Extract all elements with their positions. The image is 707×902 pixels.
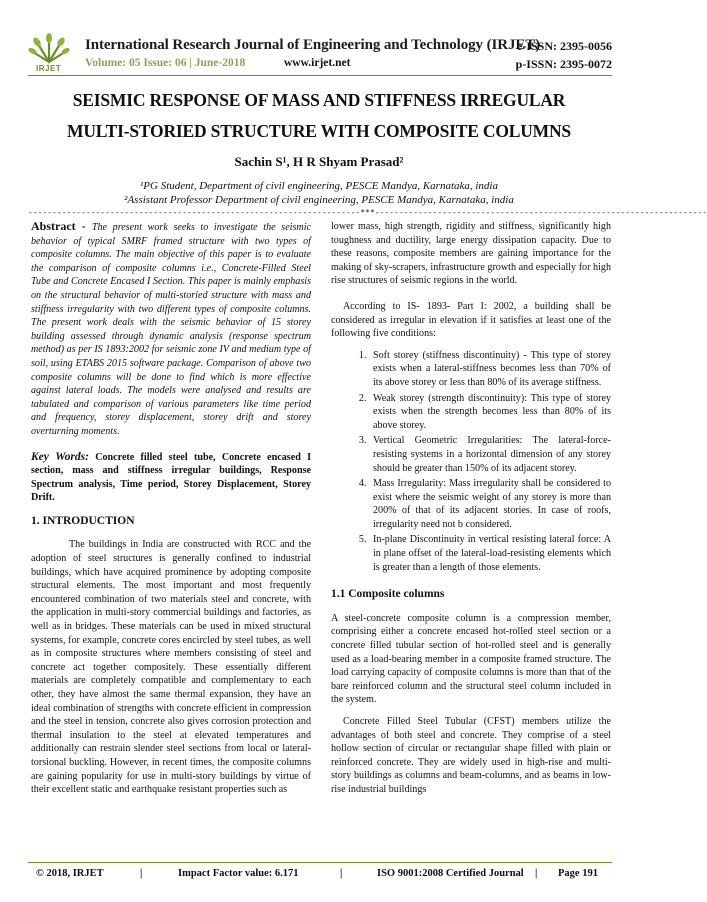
e-issn: e-ISSN: 2395-0056 [517, 39, 612, 53]
journal-title: International Research Journal of Engineering and Technology (IRJET) [85, 37, 541, 53]
footer-copyright: © 2018, IRJET [36, 868, 104, 879]
affiliation-2: ²Assistant Professor Department of civil engineering, PESCE Mandya, Karnataka, india [124, 194, 514, 206]
section-separator: ---------------------------------------------------------------------***--------------------------------------------------------------------- [28, 208, 707, 217]
footer-impact-factor: Impact Factor value: 6.171 [178, 868, 299, 879]
p-issn: p-ISSN: 2395-0072 [515, 57, 612, 71]
abstract-text: The present work seeks to investigate the seismic behavior of typical SMRF framed structure with two types of composite columns. The main objective of this paper is to evaluate the comparison of composite columns i.e., Concrete-Filled Steel Tube and Concrete Encased I Section. This paper is mainly emphasis on the structural behavior of multi-storied structure with mass and stiffness irregularity with two different types of composite columns. The present work deals with the seismic behavior of 15 storey building assessed through dynamic analysis (response spectrum method) as per IS 1893:2002 for seismic zone IV and medium type of soil, using ETABS 2015 software package. Comparison of above two composite columns will be done to find which is more effective against lateral loads. The models were analysed and results are tabulated and comparison of various parameters like time period and frequency, storey displacement, storey drift and storey overturning moments. [31, 222, 311, 437]
journal-website-link[interactable]: www.irjet.net [284, 57, 351, 69]
list-item: 3. Vertical Geometric Irregularities: The lateral-force-resisting systems in a horizontal dimension of any storey should be greater than 150% of its adjacent storey. [369, 434, 611, 475]
keywords-text: Concrete filled steel tube, Concrete encased I section, mass and stiffness irregular buildings, Response Spectrum analysis, Time period, Storey Displacement, Storey Drift. [31, 451, 311, 504]
authors: Sachin S¹, H R Shyam Prasad² [234, 154, 404, 169]
footer-page-number: Page 191 [558, 868, 598, 879]
right-paragraph-3: A steel-concrete composite column is a compression member, comprising either a concrete encased hot-rolled steel section or a concrete filled tubular section of hot-rolled steel and is generally used as a load-bearing member in a composite framed structure. The load carrying capacity of composite columns is more than that of the bare reinforced column and the structural steel column included in the system. [331, 612, 611, 706]
right-column [331, 220, 611, 805]
volume-issue: Volume: 05 Issue: 06 | June-2018 [85, 57, 246, 69]
footer-separator: | [140, 868, 143, 879]
footer-iso: ISO 9001:2008 Certified Journal [377, 868, 524, 879]
footer-divider [28, 862, 612, 863]
right-paragraph-4: Concrete Filled Steel Tubular (CFST) members utilize the advantages of both steel and concrete. They comprise of a steel hollow section of circular or rectangular shape filled with plain or reinforced concrete. They are widely used in high-rise and multi-story buildings as columns and beam-columns, and as beams in low-rise industrial buildings [331, 716, 611, 795]
journal-header [0, 0, 638, 78]
paper-title-line-1: SEISMIC RESPONSE OF MASS AND STIFFNESS IRREGULAR [72, 90, 566, 110]
abstract [31, 220, 311, 439]
left-column [31, 220, 311, 805]
list-item: 1. Soft storey (stiffness discontinuity) - This type of storey exists when a lateral-stiffness becomes less than 70% of its above storey or less than 80% of its average stiffness. [369, 349, 611, 390]
logo-text: IRJET [36, 64, 62, 73]
introduction-heading: 1. INTRODUCTION [31, 514, 135, 527]
footer-separator: | [535, 868, 538, 879]
right-paragraph-1: lower mass, high strength, rigidity and stiffness, significantly high toughness and ductility, large energy dissipation capacity. Due to these reasons, composite members are gaining importance for the making of sky-scrapers, infrastructure growth and especially for high rise structures of seismic regions in the world. [331, 221, 611, 287]
paper-title-line-2: MULTI-STORIED STRUCTURE WITH COMPOSITE COLUMNS [67, 121, 571, 141]
header-divider [28, 75, 612, 76]
introduction-text: The buildings in India are constructed with RCC and the adoption of steel structures is generally confined to industrial buildings, which have acquired prominence by adopting composite structural elements. The most important and most frequently encountered combination of two materials steel and concrete, with the application in multi-story commercial buildings and factories, as well as in bridges. These materials can be used in mixed structural systems, for example, concrete cores encircled by steel tubes, as well as in composite structures where members consisting of steel and concrete act together compositely. These essentially different materials are completely compatible and complementary to each other, they have almost the same thermal expansion, they have an ideal combination of strengths with concrete efficient in compression and the steel in tension, concrete also gives corrosion protection and thermal insulation to the steel at elevated temperatures and additionally can restrain slender steel sections from local or lateral-torsional buckling. However, in recent times, the composite columns are gaining popularity for use in multi-story buildings by virtue of their excellent static and earthquake resistant properties such as [31, 539, 311, 796]
keywords [31, 451, 311, 505]
composite-columns-heading: 1.1 Composite columns [331, 588, 445, 601]
irregularity-list [331, 349, 611, 575]
list-item: 4. Mass Irregularity: Mass irregularity shall be considered to exist where the seismic weight of any storey is more than 200% of that of its adjacent stories. In case of roofs, irregularity need not b considered. [369, 477, 611, 531]
footer-separator: | [340, 868, 343, 879]
list-item: 2. Weak storey (strength discontinuity): This type of storey exists when the strength becomes less than 80% of its above storey. [369, 392, 611, 433]
affiliation-1: ¹PG Student, Department of civil engineering, PESCE Mandya, Karnataka, india [140, 180, 498, 192]
keywords-label: Key Words: [31, 450, 89, 463]
abstract-label: Abstract - [31, 219, 92, 233]
list-item: 5. In-plane Discontinuity in vertical resisting lateral force: A in plane offset of the lateral-load-resisting elements which is greater than a length of those elements. [369, 533, 611, 574]
right-paragraph-2: According to IS- 1893- Part I: 2002, a building shall be considered as irregular in elevation if it satisfies at least one of the following five conditions: [331, 300, 611, 340]
